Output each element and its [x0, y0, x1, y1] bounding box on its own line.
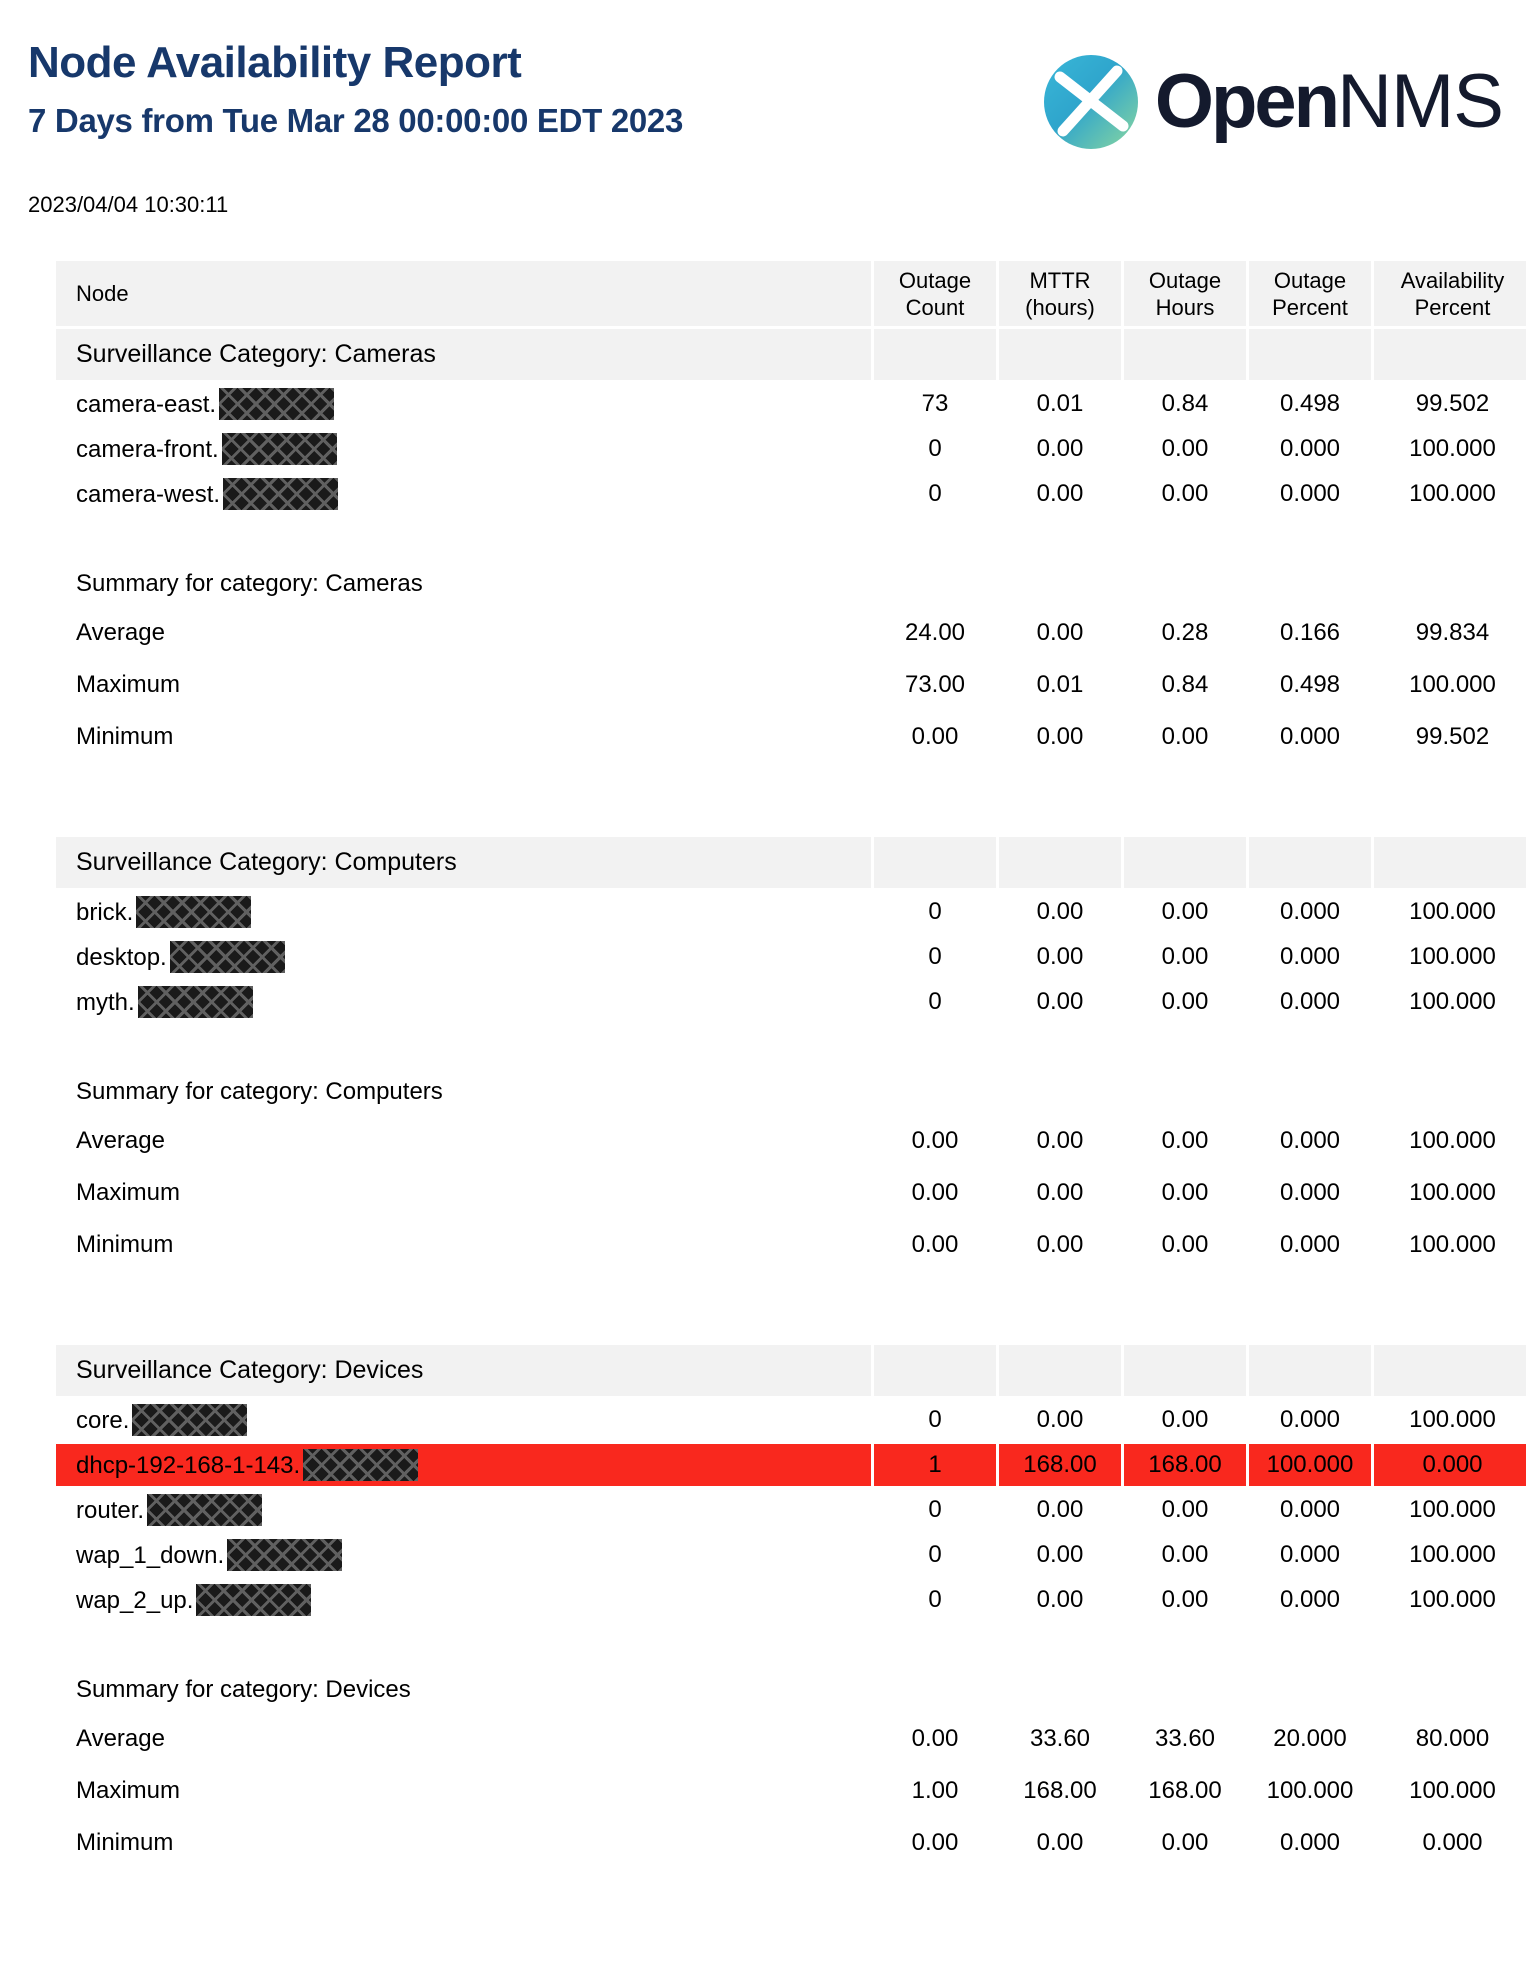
summary-value-cell: 0.00 — [1036, 1126, 1084, 1154]
value-cell: 0.000 — [1279, 1496, 1341, 1523]
summary-row — [56, 1714, 1526, 1763]
category-header-row — [56, 837, 1526, 888]
table-row — [56, 383, 1526, 425]
value-cell: 0.00 — [1036, 988, 1084, 1015]
value-cell: 0.00 — [1036, 1496, 1084, 1523]
summary-stat-label: Minimum — [76, 1230, 174, 1258]
value-cell: 0.000 — [1279, 435, 1341, 462]
summary-value-cell: 0.00 — [1036, 722, 1084, 750]
summary-title: Summary for category: Devices — [76, 1676, 411, 1703]
summary-row — [56, 1766, 1526, 1815]
report-sections — [28, 258, 1503, 1870]
opennms-globe-icon — [1043, 54, 1139, 150]
value-cell: 0.00 — [1036, 435, 1084, 462]
table-row — [56, 428, 1526, 470]
summary-value-cell: 0.00 — [911, 1178, 959, 1206]
summary-stat-label: Maximum — [76, 1776, 181, 1804]
value-cell: 0.000 — [1279, 1586, 1341, 1613]
spacer-row — [56, 1624, 1526, 1666]
report-generated-timestamp: 2023/04/04 10:30:11 — [28, 192, 229, 217]
summary-value-cell: 0.28 — [1161, 618, 1209, 646]
value-cell: 0 — [928, 1406, 942, 1433]
table-row — [56, 1399, 1526, 1441]
node-name: router. — [76, 1497, 145, 1524]
value-cell: 0.00 — [1161, 1586, 1209, 1613]
value-cell: 0.000 — [1279, 1541, 1341, 1568]
summary-value-cell: 0.000 — [1279, 1126, 1341, 1154]
value-cell: 100.000 — [1409, 1541, 1496, 1568]
page-title: Node Availability Report — [28, 38, 522, 87]
value-cell: 0.000 — [1279, 480, 1341, 507]
category-header-row — [56, 1345, 1526, 1396]
table-row — [56, 1579, 1526, 1621]
redaction-box — [132, 1404, 247, 1436]
value-cell: 0 — [928, 898, 942, 925]
node-name: myth. — [76, 989, 135, 1016]
redaction-box — [170, 941, 285, 973]
summary-value-cell: 0.00 — [1036, 1828, 1084, 1856]
summary-row — [56, 1818, 1526, 1867]
summary-value-cell: 73.00 — [904, 670, 966, 698]
report-titles — [28, 38, 683, 140]
value-cell: 100.000 — [1409, 988, 1496, 1015]
redaction-box — [222, 433, 337, 465]
summary-value-cell: 0.01 — [1036, 670, 1084, 698]
value-cell: 0.000 — [1279, 898, 1341, 925]
summary-row — [56, 660, 1526, 709]
summary-title-row — [56, 563, 1526, 605]
summary-value-cell: 0.00 — [1161, 1178, 1209, 1206]
redaction-box — [227, 1539, 342, 1571]
table-column-header — [56, 261, 1526, 326]
value-cell: 0 — [928, 1586, 942, 1613]
value-cell: 0 — [928, 943, 942, 970]
value-cell: 0.00 — [1036, 898, 1084, 925]
summary-value-cell: 0.000 — [1422, 1828, 1483, 1856]
value-cell: 0.00 — [1161, 1541, 1209, 1568]
summary-title-row — [56, 1071, 1526, 1113]
table-row — [56, 981, 1526, 1023]
redaction-box — [138, 986, 253, 1018]
summary-value-cell: 168.00 — [1148, 1776, 1222, 1804]
summary-value-cell: 0.00 — [1161, 1230, 1209, 1258]
value-cell: 0.00 — [1161, 943, 1209, 970]
value-cell: 0.00 — [1161, 1496, 1209, 1523]
spacer-row — [56, 1026, 1526, 1068]
summary-value-cell: 0.00 — [1036, 1230, 1084, 1258]
summary-value-cell: 1.00 — [911, 1776, 959, 1804]
summary-row — [56, 1168, 1526, 1217]
summary-value-cell: 99.502 — [1415, 722, 1490, 750]
table-row — [56, 891, 1526, 933]
summary-value-cell: 0.166 — [1279, 618, 1341, 646]
redaction-box — [223, 478, 338, 510]
summary-value-cell: 0.498 — [1279, 670, 1341, 698]
category-label: Surveillance Category: Devices — [56, 1345, 871, 1396]
summary-value-cell: 0.00 — [911, 1724, 959, 1752]
value-cell: 0.00 — [1036, 1541, 1084, 1568]
summary-stat-label: Maximum — [76, 670, 181, 698]
node-name: wap_1_down. — [76, 1542, 225, 1569]
summary-value-cell: 0.000 — [1279, 1178, 1341, 1206]
category-label: Surveillance Category: Computers — [56, 837, 871, 888]
value-cell: 168.00 — [1124, 1444, 1246, 1486]
value-cell: 0.00 — [1036, 1406, 1084, 1433]
table-row — [56, 1534, 1526, 1576]
redaction-box — [136, 896, 251, 928]
logo-text-nms: NMS — [1337, 59, 1503, 144]
value-cell: 0 — [928, 988, 942, 1015]
value-cell: 0.000 — [1279, 988, 1341, 1015]
column-header-mttr: MTTR (hours) — [999, 261, 1121, 326]
summary-stat-label: Maximum — [76, 1178, 181, 1206]
summary-value-cell: 0.00 — [911, 1230, 959, 1258]
summary-value-cell: 80.000 — [1415, 1724, 1490, 1752]
value-cell: 1 — [874, 1444, 996, 1486]
opennms-wordmark — [1155, 54, 1503, 150]
summary-stat-label: Minimum — [76, 1828, 174, 1856]
value-cell: 0.00 — [1036, 1586, 1084, 1613]
value-cell: 0.00 — [1161, 1406, 1209, 1433]
summary-title-row — [56, 1669, 1526, 1711]
value-cell: 0.00 — [1161, 988, 1209, 1015]
summary-value-cell: 0.00 — [1161, 1126, 1209, 1154]
table-row — [56, 1489, 1526, 1531]
summary-row — [56, 1220, 1526, 1269]
redaction-box — [219, 388, 334, 420]
node-name: wap_2_up. — [76, 1587, 194, 1614]
summary-row — [56, 608, 1526, 657]
value-cell: 0.00 — [1161, 435, 1209, 462]
summary-value-cell: 0.000 — [1279, 1828, 1341, 1856]
category-table — [53, 258, 1526, 764]
value-cell: 0.00 — [1161, 898, 1209, 925]
value-cell: 100.000 — [1409, 1496, 1496, 1523]
column-header-outage-count: Outage Count — [874, 261, 996, 326]
node-name: brick. — [76, 899, 134, 926]
value-cell: 0 — [928, 1541, 942, 1568]
summary-value-cell: 99.834 — [1415, 618, 1490, 646]
value-cell: 100.000 — [1409, 435, 1496, 462]
summary-stat-label: Average — [76, 618, 165, 646]
value-cell: 100.000 — [1409, 943, 1496, 970]
summary-value-cell: 0.00 — [1036, 618, 1084, 646]
column-header-node: Node — [56, 261, 871, 326]
summary-value-cell: 0.00 — [1036, 1178, 1084, 1206]
value-cell: 0 — [928, 435, 942, 462]
summary-value-cell: 100.000 — [1409, 1178, 1496, 1206]
summary-title: Summary for category: Computers — [76, 1078, 443, 1105]
summary-value-cell: 100.000 — [1409, 670, 1496, 698]
value-cell: 168.00 — [999, 1444, 1121, 1486]
value-cell: 100.000 — [1409, 480, 1496, 507]
summary-value-cell: 0.84 — [1161, 670, 1209, 698]
summary-value-cell: 0.00 — [911, 722, 959, 750]
spacer-row — [56, 518, 1526, 560]
node-name: camera-east. — [76, 391, 217, 418]
value-cell: 0.00 — [1036, 480, 1084, 507]
node-name: camera-west. — [76, 481, 221, 508]
value-cell: 100.000 — [1409, 1586, 1496, 1613]
category-header-row — [56, 329, 1526, 380]
redaction-box — [303, 1449, 418, 1481]
summary-value-cell: 100.000 — [1409, 1776, 1496, 1804]
value-cell: 0.000 — [1279, 1406, 1341, 1433]
value-cell: 0 — [928, 480, 942, 507]
logo-text-open: Open — [1154, 59, 1338, 144]
summary-value-cell: 0.00 — [1161, 1828, 1209, 1856]
summary-value-cell: 20.000 — [1273, 1724, 1347, 1752]
summary-value-cell: 33.60 — [1154, 1724, 1216, 1752]
summary-value-cell: 0.00 — [911, 1126, 959, 1154]
value-cell: 0.498 — [1279, 390, 1341, 417]
page-subtitle: 7 Days from Tue Mar 28 00:00:00 EDT 2023 — [28, 102, 684, 140]
value-cell: 99.502 — [1415, 390, 1490, 417]
column-header-outage-hours: Outage Hours — [1124, 261, 1246, 326]
summary-value-cell: 0.000 — [1279, 722, 1341, 750]
value-cell: 100.000 — [1409, 1406, 1496, 1433]
category-label: Surveillance Category: Cameras — [56, 329, 871, 380]
value-cell: 0.84 — [1161, 390, 1209, 417]
value-cell: 0.000 — [1279, 943, 1341, 970]
summary-value-cell: 33.60 — [1029, 1724, 1091, 1752]
summary-stat-label: Average — [76, 1724, 165, 1752]
category-table — [53, 1342, 1526, 1870]
value-cell: 0.01 — [1036, 390, 1084, 417]
report-header — [28, 38, 1503, 150]
summary-row — [56, 712, 1526, 761]
value-cell: 0.00 — [1036, 943, 1084, 970]
summary-row — [56, 1116, 1526, 1165]
summary-value-cell: 100.000 — [1266, 1776, 1354, 1804]
node-name: core. — [76, 1407, 130, 1434]
node-name: camera-front. — [76, 436, 219, 463]
summary-stat-label: Minimum — [76, 722, 174, 750]
value-cell: 73 — [921, 390, 949, 417]
value-cell: 0.000 — [1374, 1444, 1526, 1486]
summary-value-cell: 0.00 — [911, 1828, 959, 1856]
node-name: dhcp-192-168-1-143. — [76, 1452, 301, 1479]
opennms-logo — [1043, 54, 1503, 150]
value-cell: 0.00 — [1161, 480, 1209, 507]
table-row — [56, 936, 1526, 978]
summary-value-cell: 100.000 — [1409, 1126, 1496, 1154]
node-name: desktop. — [76, 944, 167, 971]
category-table — [53, 834, 1526, 1272]
value-cell: 100.000 — [1249, 1444, 1371, 1486]
summary-value-cell: 24.00 — [904, 618, 966, 646]
column-header-outage-percent: Outage Percent — [1249, 261, 1371, 326]
column-header-availability-percent: Availability Percent — [1374, 261, 1526, 326]
value-cell: 100.000 — [1409, 898, 1496, 925]
summary-value-cell: 0.00 — [1161, 722, 1209, 750]
redaction-box — [147, 1494, 262, 1526]
summary-value-cell: 100.000 — [1409, 1230, 1496, 1258]
table-row — [56, 1444, 1526, 1486]
table-row — [56, 473, 1526, 515]
summary-value-cell: 168.00 — [1023, 1776, 1097, 1804]
summary-title: Summary for category: Cameras — [76, 570, 423, 597]
summary-value-cell: 0.000 — [1279, 1230, 1341, 1258]
value-cell: 0 — [928, 1496, 942, 1523]
summary-stat-label: Average — [76, 1126, 165, 1154]
redaction-box — [196, 1584, 311, 1616]
